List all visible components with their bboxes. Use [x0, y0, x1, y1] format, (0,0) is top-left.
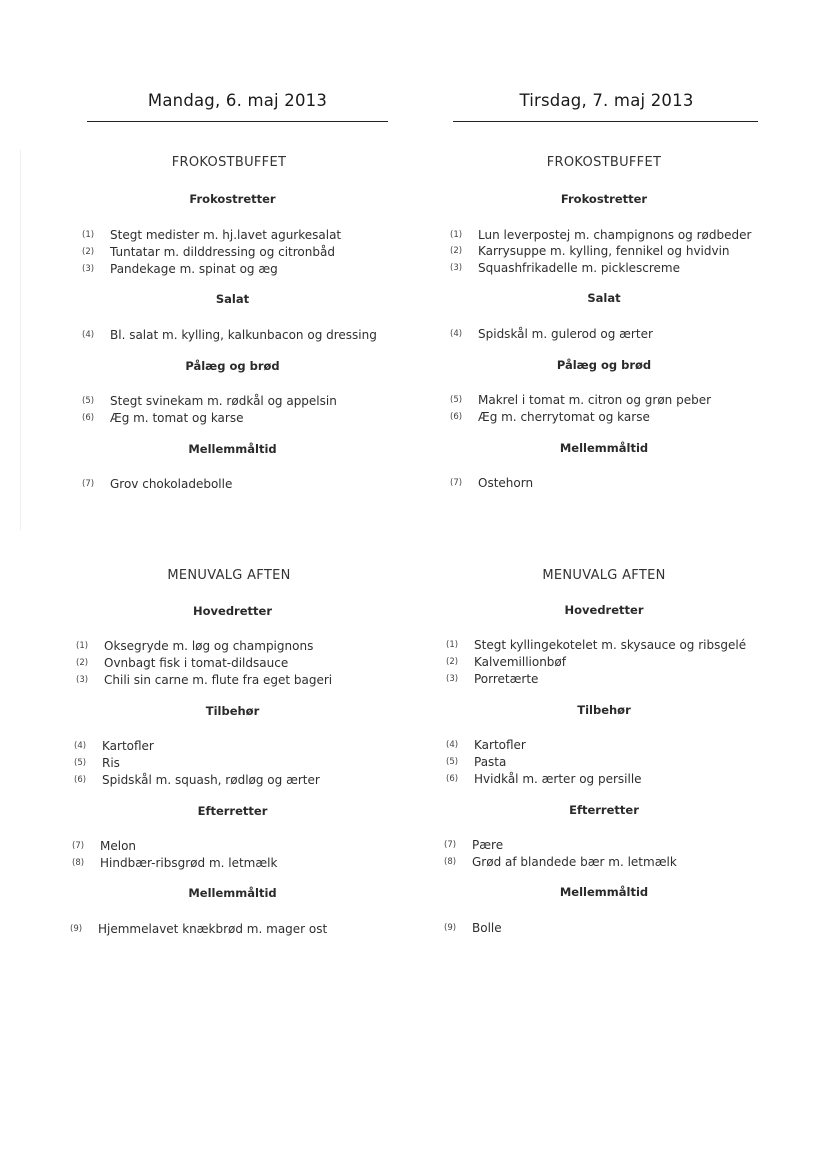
item-text: Chili sin carne m. flute fra eget bageri — [104, 672, 333, 687]
menu-item — [450, 242, 730, 258]
item-text: Oksegryde m. løg og champignons — [104, 638, 314, 653]
item-number: (9) — [444, 922, 457, 933]
item-text: Stegt kyllingekotelet m. skysauce og ribsgelé — [474, 637, 747, 652]
item-number: (1) — [82, 229, 95, 240]
item-number: (4) — [82, 329, 95, 340]
item-text: Pandekage m. spinat og æg — [110, 261, 278, 276]
item-text: Karrysuppe m. kylling, fennikel og hvidvin — [478, 243, 730, 258]
item-text: Kalvemillionbøf — [474, 654, 566, 669]
menu-item — [76, 637, 313, 653]
group-title: Frokostretter — [189, 192, 276, 206]
item-text: Spidskål m. squash, rødløg og ærter — [102, 772, 320, 787]
item-text: Tuntatar m. dilddressing og citronbåd — [110, 244, 335, 259]
menu-item — [450, 474, 533, 490]
menu-item — [76, 654, 288, 670]
item-number: (5) — [446, 756, 459, 767]
menu-item — [72, 837, 136, 853]
menu-item — [76, 671, 332, 687]
item-number: (7) — [450, 477, 463, 488]
item-number: (2) — [76, 657, 89, 668]
item-number: (4) — [74, 740, 87, 751]
item-text: Ostehorn — [478, 475, 534, 490]
item-number: (8) — [72, 857, 85, 868]
item-number: (6) — [450, 411, 463, 422]
group-title: Hovedretter — [193, 604, 272, 618]
item-number: (7) — [444, 839, 457, 850]
item-text: Stegt medister m. hj.lavet agurkesalat — [110, 227, 342, 242]
item-number: (1) — [450, 229, 463, 240]
scan-margin-mark — [20, 150, 21, 530]
item-number: (3) — [82, 263, 95, 274]
item-number: (6) — [74, 774, 87, 785]
item-text: Pære — [472, 837, 504, 852]
item-number: (4) — [446, 739, 459, 750]
menu-item — [82, 392, 337, 408]
item-number: (5) — [450, 394, 463, 405]
group-title: Salat — [587, 291, 621, 305]
item-number: (7) — [72, 840, 85, 851]
item-number: (2) — [450, 245, 463, 256]
menu-item — [446, 636, 746, 652]
lunch-section-title: FROKOSTBUFFET — [171, 155, 287, 170]
item-text: Kartofler — [102, 738, 154, 753]
dinner-section-title: MENUVALG AFTEN — [542, 568, 666, 583]
menu-item — [74, 754, 120, 770]
item-text: Grød af blandede bær m. letmælk — [472, 854, 677, 869]
menu-item — [444, 919, 502, 935]
item-number: (9) — [70, 923, 83, 934]
item-text: Hindbær-ribsgrød m. letmælk — [100, 855, 278, 870]
item-number: (6) — [446, 773, 459, 784]
item-text: Ovnbagt fisk i tomat-dildsauce — [104, 655, 289, 670]
menu-item — [450, 408, 650, 424]
group-title: Mellemmåltid — [559, 885, 649, 899]
menu-item — [446, 753, 506, 769]
item-text: Hjemmelavet knækbrød m. mager ost — [98, 921, 328, 936]
menu-item — [82, 226, 341, 242]
group-title: Tilbehør — [205, 704, 260, 718]
menu-item — [446, 653, 566, 669]
item-text: Grov chokoladebolle — [110, 476, 233, 491]
item-number: (7) — [82, 478, 95, 489]
menu-item — [450, 391, 711, 407]
menu-item — [82, 326, 377, 342]
menu-item — [446, 770, 642, 786]
menu-item — [446, 670, 538, 686]
item-text: Kartofler — [474, 737, 526, 752]
group-title: Salat — [215, 292, 250, 306]
menu-item — [82, 243, 335, 259]
item-text: Hvidkål m. ærter og persille — [474, 771, 642, 786]
item-text: Makrel i tomat m. citron og grøn peber — [478, 392, 712, 407]
menu-item — [74, 771, 320, 787]
menu-item — [450, 259, 680, 275]
lunch-section-title: FROKOSTBUFFET — [546, 155, 662, 170]
group-title: Pålæg og brød — [185, 359, 280, 373]
item-number: (1) — [76, 640, 89, 651]
group-title: Tilbehør — [577, 703, 631, 717]
item-number: (6) — [82, 412, 95, 423]
group-title: Mellemmåltid — [559, 441, 649, 455]
item-text: Æg m. cherrytomat og karse — [478, 409, 650, 424]
day-title: Mandag, 6. maj 2013 — [147, 91, 328, 110]
item-number: (4) — [450, 328, 463, 339]
day-divider — [453, 121, 758, 122]
menu-item — [72, 854, 277, 870]
item-text: Bl. salat m. kylling, kalkunbacon og dressing — [110, 327, 377, 342]
item-text: Æg m. tomat og karse — [110, 410, 244, 425]
group-title: Pålæg og brød — [556, 358, 652, 372]
menu-item — [74, 737, 154, 753]
menu-item — [446, 736, 526, 752]
item-text: Lun leverpostej m. champignons og rødbeder — [478, 227, 752, 242]
item-text: Stegt svinekam m. rødkål og appelsin — [110, 393, 337, 408]
group-title: Efterretter — [569, 803, 639, 817]
menu-item — [450, 226, 751, 242]
item-number: (1) — [446, 639, 459, 650]
item-number: (3) — [450, 262, 463, 273]
group-title: Efterretter — [197, 804, 268, 818]
item-number: (5) — [74, 757, 87, 768]
group-title: Mellemmåltid — [188, 886, 277, 900]
item-text: Bolle — [472, 920, 502, 935]
item-number: (2) — [446, 656, 459, 667]
menu-item — [82, 260, 278, 276]
menu-item — [444, 853, 677, 869]
item-text: Spidskål m. gulerod og ærter — [478, 326, 653, 341]
item-text: Melon — [100, 838, 137, 853]
dinner-section-title: MENUVALG AFTEN — [167, 568, 291, 583]
item-number: (2) — [82, 246, 95, 257]
day-title: Tirsdag, 7. maj 2013 — [519, 91, 694, 110]
menu-item — [450, 325, 653, 341]
day-divider — [87, 121, 388, 122]
item-text: Pasta — [474, 754, 507, 769]
item-text: Ris — [102, 755, 120, 770]
menu-item — [82, 409, 243, 425]
item-number: (3) — [446, 673, 459, 684]
group-title: Mellemmåltid — [188, 442, 277, 456]
item-number: (8) — [444, 856, 457, 867]
menu-item — [444, 836, 503, 852]
group-title: Hovedretter — [564, 603, 644, 617]
item-text: Squashfrikadelle m. picklescreme — [478, 260, 681, 275]
menu-item — [70, 920, 327, 936]
group-title: Frokostretter — [560, 192, 648, 206]
item-number: (5) — [82, 395, 95, 406]
menu-item — [82, 475, 232, 491]
item-text: Porretærte — [474, 671, 539, 686]
item-number: (3) — [76, 674, 89, 685]
